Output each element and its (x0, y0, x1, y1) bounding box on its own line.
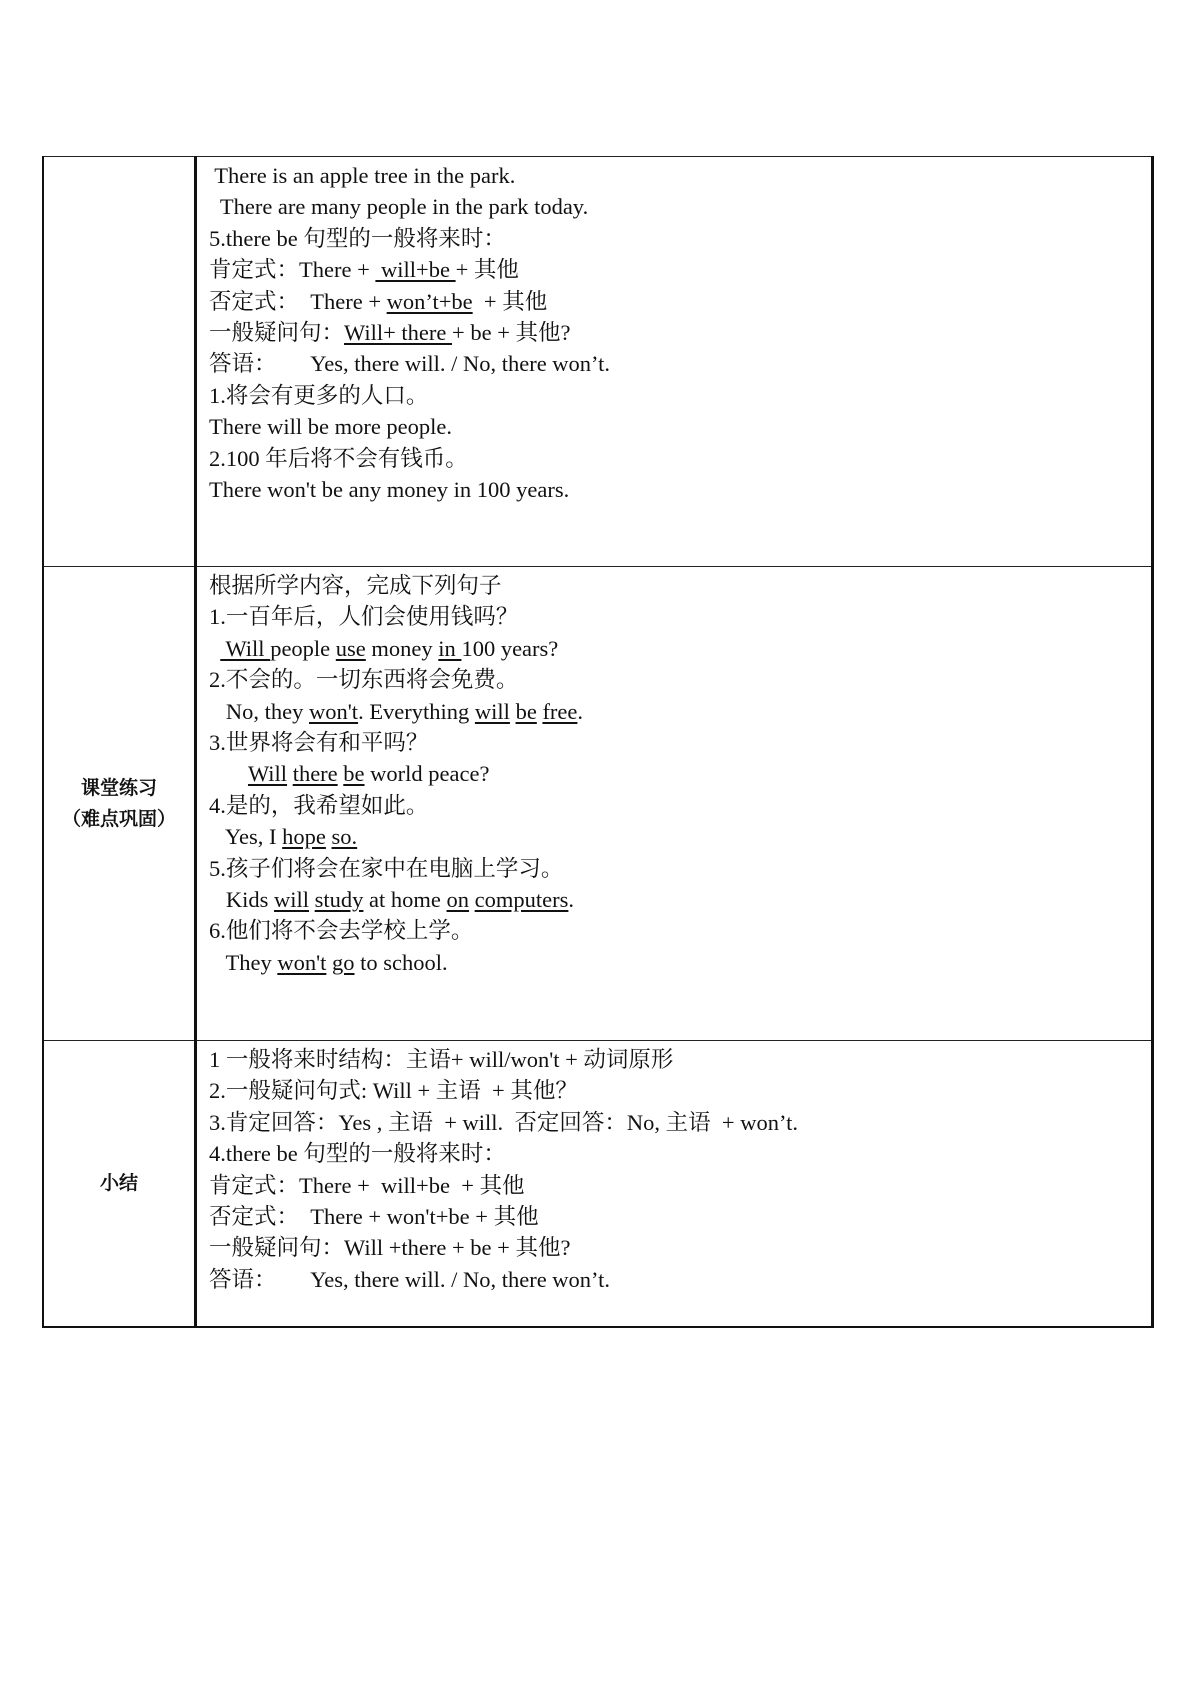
filled-blank: will+be (375, 257, 456, 283)
filled-blank: will (474, 698, 510, 724)
row-label-practice (43, 567, 196, 1041)
text-segment: 3.世界将会有和平吗？ (209, 730, 429, 756)
row-label-summary (43, 1041, 196, 1328)
text-segment: 否定式： There + (209, 288, 387, 314)
text-segment: + 其他 (455, 257, 519, 283)
text-segment: 2.100 年后将不会有钱币。 (209, 445, 468, 471)
text-segment: Yes, I (209, 824, 283, 850)
text-segment: 1 一般将来时结构：主语+ will/won't + 动词原形 (209, 1047, 674, 1072)
text-segment: + be + 其他? (452, 320, 571, 346)
text-segment: 100 years? (461, 635, 559, 661)
text-line (209, 443, 1151, 474)
text-segment: 肯定式：There + (209, 257, 376, 283)
text-line (209, 884, 1151, 915)
text-line (209, 1201, 1151, 1232)
row-label-text: 课堂练习 (80, 776, 157, 799)
text-segment: 答语： Yes, there will. / No, there won’t. (209, 1266, 611, 1292)
filled-blank: be (515, 698, 537, 724)
text-segment: There will be more people. (209, 414, 453, 440)
text-segment: + 其他 (472, 288, 548, 314)
text-segment: 5.孩子们将会在家中在电脑上学习。 (209, 855, 564, 881)
text-segment: to school. (354, 949, 448, 975)
text-line (209, 317, 1151, 348)
text-segment: No, they (209, 698, 309, 724)
filled-blank: so. (331, 824, 358, 850)
text-segment: 5.there be 句型的一般将来时： (209, 225, 506, 251)
text-segment: They (209, 949, 278, 975)
text-line (209, 411, 1151, 442)
text-line (209, 1170, 1151, 1201)
text-line (209, 633, 1151, 664)
table-row-practice (43, 567, 1153, 1041)
row-content (196, 157, 1153, 567)
text-segment: There is an apple tree in the park. (209, 163, 516, 188)
text-segment (209, 761, 248, 786)
text-segment: . (577, 698, 584, 724)
filled-blank: free (542, 698, 578, 724)
text-segment: 4.是的，我希望如此。 (209, 792, 429, 818)
filled-blank: won’t+be (386, 288, 473, 314)
filled-blank: study (314, 887, 364, 913)
filled-blank: won't (277, 949, 327, 975)
text-segment: 肯定式：There + will+be + 其他 (209, 1172, 525, 1198)
text-line (209, 664, 1151, 695)
filled-blank: in (438, 635, 462, 661)
text-line (209, 380, 1151, 411)
filled-blank: will (274, 887, 310, 913)
text-line (209, 947, 1151, 978)
text-line (209, 696, 1151, 727)
text-segment: world peace? (364, 761, 490, 787)
text-segment: 一般疑问句：Will +there + be + 其他? (209, 1235, 571, 1261)
text-segment: 2.不会的。一切东西将会免费。 (209, 667, 519, 693)
text-line (209, 727, 1151, 758)
text-segment: 否定式： There + won't+be + 其他 (209, 1204, 539, 1230)
text-segment: people (270, 635, 336, 661)
text-line (209, 474, 1151, 505)
filled-blank: Will (247, 761, 288, 787)
filled-blank: hope (282, 824, 326, 850)
text-line (209, 601, 1151, 632)
filled-blank: won't (309, 698, 359, 724)
text-line (209, 790, 1151, 821)
text-line (209, 758, 1151, 789)
text-line (209, 1107, 1151, 1138)
filled-blank: computers (474, 887, 569, 913)
text-line (209, 570, 1151, 601)
lesson-table (42, 156, 1154, 1328)
text-line (209, 348, 1151, 379)
text-line (209, 223, 1151, 254)
row-content (196, 1041, 1153, 1328)
text-line (209, 821, 1151, 852)
text-line (209, 191, 1151, 222)
text-line (209, 160, 1151, 191)
table-row-grammar (43, 157, 1153, 567)
text-line (209, 1232, 1151, 1263)
text-segment: 1.一百年后，人们会使用钱吗？ (209, 604, 519, 630)
text-segment: 根据所学内容，完成下列句子 (209, 573, 502, 598)
text-segment: There are many people in the park today. (209, 194, 589, 220)
filled-blank: Will+ there (344, 320, 453, 346)
filled-blank: there (292, 761, 338, 787)
text-segment: . Everything (358, 698, 475, 724)
filled-blank: be (343, 761, 365, 787)
filled-blank: Will (220, 635, 271, 661)
text-segment: 3.肯定回答：Yes , 主语 + will. 否定回答：No, 主语 + won’t. (209, 1109, 798, 1135)
text-segment: 4.there be 句型的一般将来时： (209, 1141, 506, 1167)
text-line (209, 915, 1151, 946)
text-line (209, 1075, 1151, 1106)
text-segment: 6.他们将不会去学校上学。 (209, 918, 474, 944)
text-segment: money (365, 635, 439, 661)
row-content (196, 567, 1153, 1041)
text-segment: 一般疑问句： (209, 320, 345, 346)
text-segment (209, 636, 220, 661)
text-segment: at home (363, 887, 447, 913)
text-line (209, 853, 1151, 884)
text-line (209, 254, 1151, 285)
text-segment: 2.一般疑问句式: Will + 主语 + 其他？ (209, 1078, 578, 1104)
text-segment: . (568, 887, 575, 913)
filled-blank: on (446, 887, 470, 913)
row-label-text: 小结 (99, 1172, 138, 1194)
text-line (209, 1264, 1151, 1295)
text-segment: There won't be any money in 100 years. (209, 477, 570, 503)
filled-blank: go (332, 949, 355, 975)
row-label-empty (43, 157, 196, 567)
filled-blank: use (335, 635, 366, 661)
text-line (209, 1044, 1151, 1075)
text-line (209, 286, 1151, 317)
text-segment: Kids (209, 887, 275, 913)
text-segment: 1.将会有更多的人口。 (209, 382, 429, 408)
table-row-summary (43, 1041, 1153, 1328)
row-label-text: （难点巩固） (61, 807, 176, 830)
text-segment: 答语： Yes, there will. / No, there won’t. (209, 351, 611, 377)
text-line (209, 1138, 1151, 1169)
